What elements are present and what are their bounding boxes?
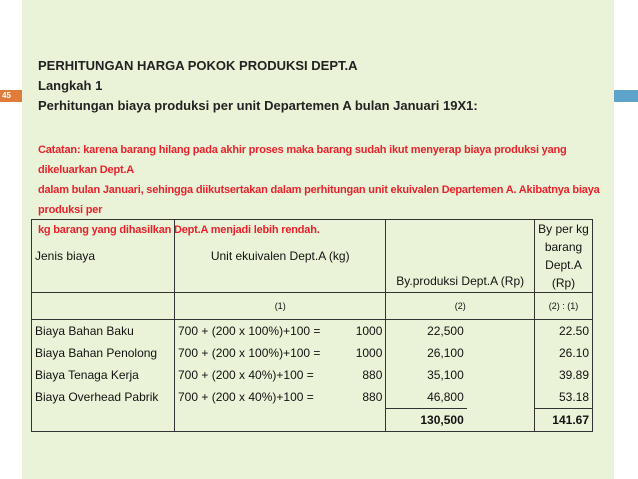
note-line: Catatan: karena barang hilang pada akhir proses maka barang sudah ikut menyerap biaya produksi yang dikeluarkan Dept.A — [38, 144, 567, 176]
cell-perkg: 22.50 — [535, 320, 592, 343]
header-perkg-line: By per kg — [538, 222, 589, 236]
cell-unit: 880 — [362, 390, 383, 405]
header-jenis: Jenis biaya — [32, 220, 175, 293]
cell-biaya: 35,100 — [386, 364, 467, 386]
cell-perkg: 26.10 — [535, 342, 592, 364]
note-line: dalam bulan Januari, sehingga diikutsertakan dalam perhitungan unit ekuivalen Departemen A. Akibatnya biaya produksi per — [38, 184, 600, 216]
table-row — [32, 342, 592, 364]
header-perkg-line: (Rp) — [551, 276, 576, 290]
cell-formula: 700 + (200 x 40%)+100 = — [175, 386, 329, 409]
cell-jenis: Biaya Tenaga Kerja — [35, 368, 139, 382]
note-line: kg barang yang dihasilkan Dept.A menjadi lebih rendah. — [38, 224, 320, 236]
cell-jenis: Biaya Bahan Baku — [35, 324, 134, 338]
total-perkg: 141.67 — [535, 409, 592, 432]
cell-biaya: 22,500 — [386, 320, 467, 343]
step-label: Langkah 1 — [38, 78, 103, 93]
cell-unit: 1000 — [355, 324, 383, 338]
table-row — [32, 386, 592, 409]
cell-jenis: Biaya Overhead Pabrik — [35, 390, 159, 405]
table-row — [32, 320, 592, 343]
subtitle: Perhitungan biaya produksi per unit Departemen A bulan Januari 19X1: — [38, 98, 478, 113]
header-perkg-line: barang Dept.A — [544, 240, 583, 272]
table-header-row — [32, 220, 592, 293]
header-biaya: By.produksi Dept.A (Rp) — [386, 220, 535, 293]
cell-jenis: Biaya Bahan Penolong — [35, 346, 158, 360]
heading-block — [38, 56, 478, 116]
cell-formula: 700 + (200 x 100%)+100 = — [175, 342, 329, 364]
cell-unit: 880 — [362, 368, 383, 382]
cell-unit: 1000 — [355, 346, 383, 360]
header-perkg — [535, 220, 592, 293]
cost-table — [32, 220, 592, 431]
slide-number: 45 — [2, 91, 11, 100]
cell-formula: 700 + (200 x 40%)+100 = — [175, 364, 329, 386]
table-subheader-row — [32, 293, 592, 320]
cell-formula: 700 + (200 x 100%)+100 = — [175, 320, 329, 343]
subheader-c3: (2) : (1) — [535, 293, 592, 320]
cell-perkg: 39.89 — [535, 364, 592, 386]
subheader-c2: (2) — [386, 293, 535, 320]
page-title: PERHITUNGAN HARGA POKOK PRODUKSI DEPT.A — [38, 58, 358, 73]
cell-biaya: 26,100 — [386, 342, 467, 364]
cell-perkg: 53.18 — [535, 386, 592, 409]
table-row — [32, 364, 592, 386]
subheader-c1: (1) — [175, 293, 386, 320]
table-total-row — [32, 409, 592, 432]
header-unit: Unit ekuivalen Dept.A (kg) — [175, 220, 386, 293]
cell-biaya: 46,800 — [386, 386, 467, 409]
total-biaya: 130,500 — [386, 409, 467, 432]
